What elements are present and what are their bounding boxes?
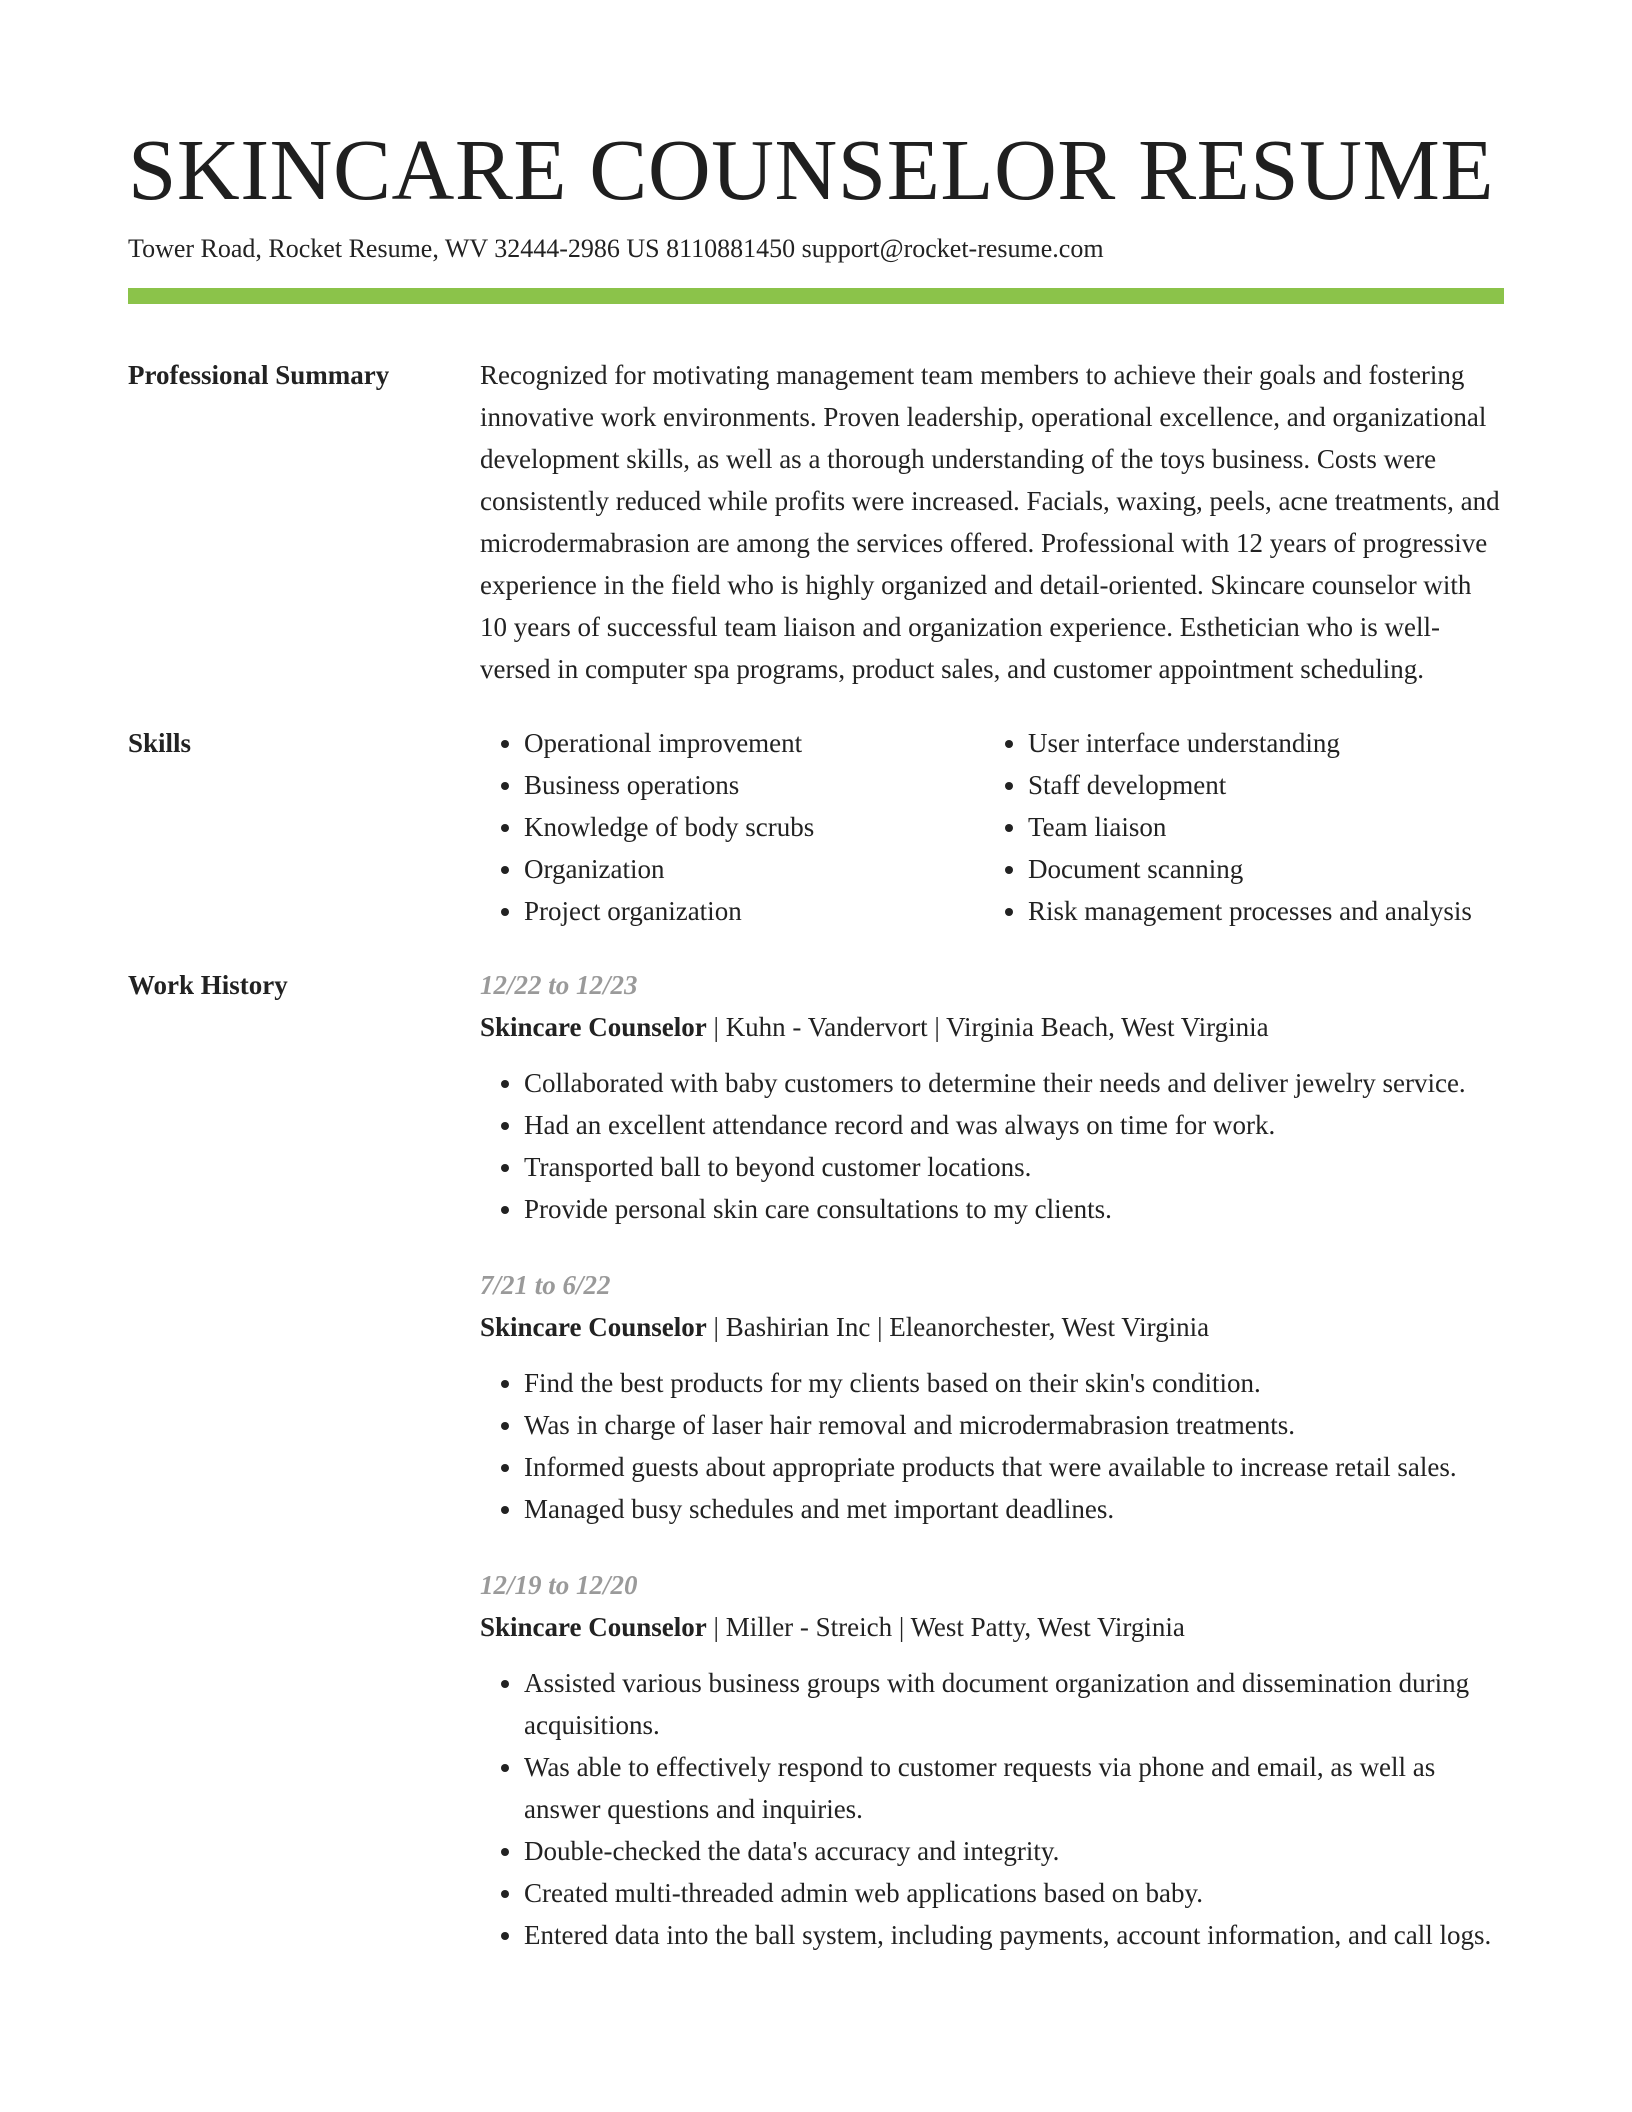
header-divider	[128, 288, 1504, 304]
job-title: Skincare Counselor	[480, 1312, 707, 1342]
job-bullet: • Provide personal skin care consultations to my clients.	[524, 1188, 1504, 1230]
skill-item: • Operational improvement	[524, 722, 984, 764]
job-title-line	[480, 1606, 1504, 1648]
job-bullet: • Had an excellent attendance record and was always on time for work.	[524, 1104, 1504, 1146]
job-separator: |	[706, 1312, 726, 1342]
job-bullet: • Informed guests about appropriate products that were available to increase retail sales.	[524, 1446, 1504, 1488]
skill-item: • Knowledge of body scrubs	[524, 806, 984, 848]
work-history-list	[480, 964, 1504, 1990]
job-separator: |	[892, 1612, 911, 1642]
job-location: West Patty, West Virginia	[910, 1612, 1185, 1642]
job-company: Miller - Streich	[725, 1612, 893, 1642]
job-bullet: • Created multi-threaded admin web applications based on baby.	[524, 1872, 1504, 1914]
job-bullet: • Collaborated with baby customers to determine their needs and deliver jewelry service.	[524, 1062, 1504, 1104]
job-title: Skincare Counselor	[480, 1012, 707, 1042]
job-dates: 12/19 to 12/20	[480, 1570, 638, 1600]
job-bullet: • Transported ball to beyond customer locations.	[524, 1146, 1504, 1188]
job-bullet: • Entered data into the ball system, including payments, account information, and call logs.	[524, 1914, 1504, 1956]
job-bullet: • Double-checked the data's accuracy and integrity.	[524, 1830, 1504, 1872]
job-title-line	[480, 1006, 1504, 1048]
job-separator: |	[870, 1312, 890, 1342]
job-location: Eleanorchester, West Virginia	[889, 1312, 1210, 1342]
skills-heading: Skills	[128, 728, 192, 758]
skills-section	[128, 722, 1504, 932]
job-location: Virginia Beach, West Virginia	[946, 1012, 1269, 1042]
job-bullets	[480, 1362, 1504, 1530]
skill-item: • Project organization	[524, 890, 984, 932]
job-title: Skincare Counselor	[480, 1612, 707, 1642]
resume-title: SKINCARE COUNSELOR RESUME	[128, 121, 1494, 218]
skills-list-right	[984, 722, 1504, 932]
skill-item: • Document scanning	[1028, 848, 1504, 890]
summary-text: Recognized for motivating management team members to achieve their goals and fostering innovative work environments. Proven leadership, operational excellence, and organizational development skills, as well as a thorough understanding of the toys business. Costs were consistently reduced while profits were increased. Facials, waxing, peels, acne treatments, and microdermabrasion are among the services offered. Professional with 12 years of progressive experience in the field who is highly organized and detail-oriented. Skincare counselor with 10 years of successful team liaison and organization experience. Esthetician who is well-versed in computer spa programs, product sales, and customer appointment scheduling.	[480, 360, 1500, 684]
job-separator: |	[706, 1012, 726, 1042]
summary-heading: Professional Summary	[128, 360, 390, 390]
skills-columns	[480, 722, 1504, 932]
job-entry	[480, 964, 1504, 1230]
skills-list-left	[480, 722, 984, 932]
job-entry	[480, 1264, 1504, 1530]
skill-item: • Staff development	[1028, 764, 1504, 806]
work-history-section	[128, 964, 1504, 1990]
job-bullet: • Find the best products for my clients based on their skin's condition.	[524, 1362, 1504, 1404]
job-separator: |	[927, 1012, 947, 1042]
job-bullet: • Was able to effectively respond to customer requests via phone and email, as well as answer questions and inquiries.	[524, 1746, 1504, 1830]
skill-item: • Organization	[524, 848, 984, 890]
summary-section	[128, 354, 1504, 690]
job-bullet: • Assisted various business groups with document organization and dissemination during acquisitions.	[524, 1662, 1504, 1746]
job-title-line	[480, 1306, 1504, 1348]
job-entry	[480, 1564, 1504, 1956]
resume-page	[128, 120, 1504, 1990]
skill-item: • User interface understanding	[1028, 722, 1504, 764]
job-bullets	[480, 1662, 1504, 1956]
job-bullets	[480, 1062, 1504, 1230]
job-bullet: • Was in charge of laser hair removal and microdermabrasion treatments.	[524, 1404, 1504, 1446]
job-bullet: • Managed busy schedules and met important deadlines.	[524, 1488, 1504, 1530]
skill-item: • Team liaison	[1028, 806, 1504, 848]
skill-item: • Business operations	[524, 764, 984, 806]
job-dates: 7/21 to 6/22	[480, 1270, 611, 1300]
contact-line: Tower Road, Rocket Resume, WV 32444-2986 US 8110881450 support@rocket-resume.com	[128, 234, 1104, 263]
job-dates: 12/22 to 12/23	[480, 970, 638, 1000]
job-separator: |	[706, 1612, 726, 1642]
job-company: Kuhn - Vandervort	[725, 1012, 928, 1042]
work-history-heading: Work History	[128, 970, 288, 1000]
skill-item: • Risk management processes and analysis	[1028, 890, 1504, 932]
job-company: Bashirian Inc	[725, 1312, 871, 1342]
